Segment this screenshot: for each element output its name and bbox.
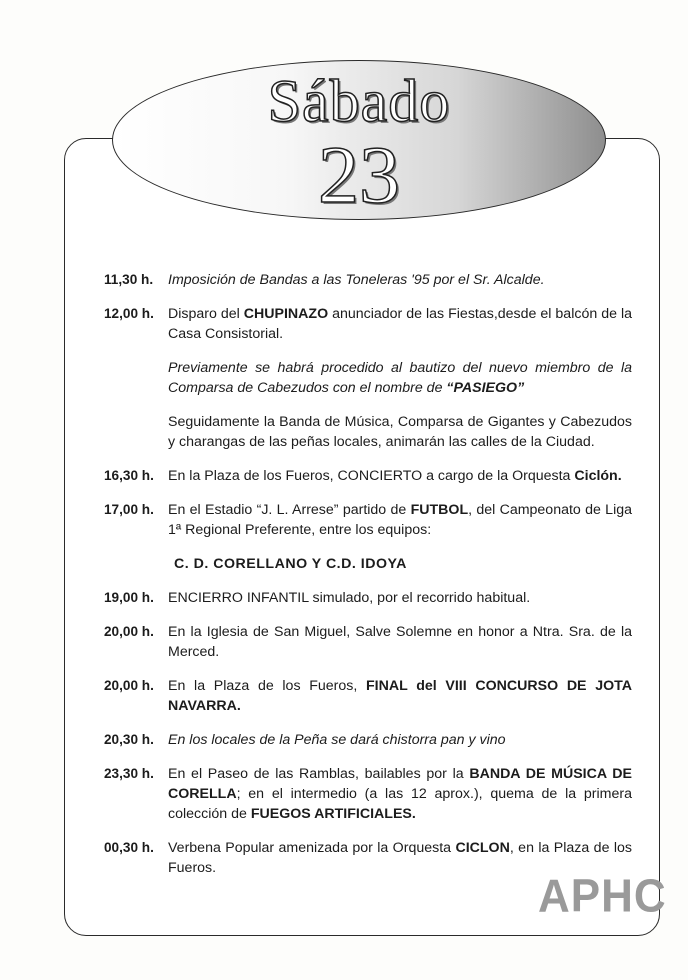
- event-text-segment: Previamente se habrá procedido al bautizo del nuevo miembro de la Comparsa de Cabezudos con el nombre de: [168, 360, 632, 396]
- event-text-segment: , en la Plaza de los Fueros.: [168, 840, 632, 876]
- event-time: 16,30 h.: [104, 468, 154, 483]
- event-text-segment: Imposición de Bandas a las Toneleras '95 por el Sr. Alcalde.: [168, 272, 545, 288]
- aphc-watermark: APHC: [538, 870, 667, 923]
- event-text-segment: FUEGOS ARTIFICIALES.: [250, 806, 416, 822]
- event-text-segment: Ciclón.: [574, 468, 622, 484]
- event-text-segment: anunciador de las Fiestas,desde el balcón de la Casa Consistorial.: [168, 306, 632, 342]
- event-text-segment: C. D. CORELLANO Y C.D. IDOYA: [174, 556, 407, 572]
- event-description: [168, 622, 632, 662]
- event-text-segment: , del Campeonato de Liga 1ª Regional Preferente, entre los equipos:: [168, 502, 633, 538]
- event-description: [168, 730, 632, 750]
- event-description: [168, 764, 632, 824]
- event-entry: [104, 270, 632, 290]
- day-number: 23: [318, 129, 400, 220]
- event-description: [168, 270, 632, 290]
- event-text-segment: En el Estadio “J. L. Arrese” partido de: [168, 502, 411, 518]
- event-description: [168, 304, 632, 344]
- event-description: [168, 676, 632, 716]
- event-time: 11,30 h.: [104, 272, 154, 287]
- event-text-segment: ; en el intermedio (a las 12 aprox.), quema de la primera colección de: [168, 786, 632, 822]
- event-text-segment: En la Iglesia de San Miguel, Salve Solemne en honor a Ntra. Sra. de la Merced.: [168, 624, 632, 660]
- event-entry: [104, 676, 632, 716]
- event-time: 17,00 h.: [104, 502, 154, 517]
- event-entry: [104, 304, 632, 344]
- event-entry: [104, 622, 632, 662]
- event-text-segment: En la Plaza de los Fueros, CONCIERTO a cargo de la Orquesta: [168, 468, 575, 484]
- event-entry: [104, 588, 632, 608]
- event-entry: [104, 764, 632, 824]
- event-text-segment: En el Paseo de las Ramblas, bailables por la: [168, 766, 470, 782]
- event-entry: [104, 730, 632, 750]
- event-text-segment: Disparo del: [168, 306, 244, 322]
- event-text-segment: CHUPINAZO: [243, 306, 329, 322]
- event-entry: [104, 500, 632, 540]
- event-time: 19,00 h.: [104, 590, 154, 605]
- event-time: 20,30 h.: [104, 732, 154, 747]
- event-time: 12,00 h.: [104, 306, 154, 321]
- event-description: [168, 466, 632, 486]
- event-description: [168, 588, 632, 608]
- event-description: [168, 500, 632, 540]
- event-list: [104, 270, 632, 892]
- event-text-segment: En los locales de la Peña se dará chistorra pan y vino: [168, 732, 506, 748]
- event-entry: [104, 466, 632, 486]
- event-text-segment: ENCIERRO INFANTIL simulado, por el recorrido habitual.: [168, 590, 531, 606]
- event-text-segment: FUTBOL: [410, 502, 469, 518]
- header-oval: [112, 60, 606, 220]
- event-text-segment: CICLON: [455, 840, 510, 856]
- event-text-segment: “PASIEGO”: [446, 380, 525, 396]
- event-text-segment: Verbena Popular amenizada por la Orquesta: [168, 840, 456, 856]
- event-text-segment: Seguidamente la Banda de Música, Comparsa de Gigantes y Cabezudos y charangas de las peñas locales, animarán las calles de la Ciudad.: [168, 414, 632, 450]
- match-teams: [174, 554, 632, 574]
- day-title: Sábado: [267, 68, 451, 134]
- event-note: [168, 358, 632, 398]
- event-text-segment: FINAL del VIII CONCURSO DE JOTA NAVARRA.: [168, 678, 632, 714]
- event-note: [168, 412, 632, 452]
- event-text-segment: BANDA DE MÚSICA DE CORELLA: [168, 766, 632, 802]
- event-time: 23,30 h.: [104, 766, 154, 781]
- event-time: 00,30 h.: [104, 840, 154, 855]
- event-time: 20,00 h.: [104, 624, 154, 639]
- event-text-segment: En la Plaza de los Fueros,: [168, 678, 367, 694]
- event-time: 20,00 h.: [104, 678, 154, 693]
